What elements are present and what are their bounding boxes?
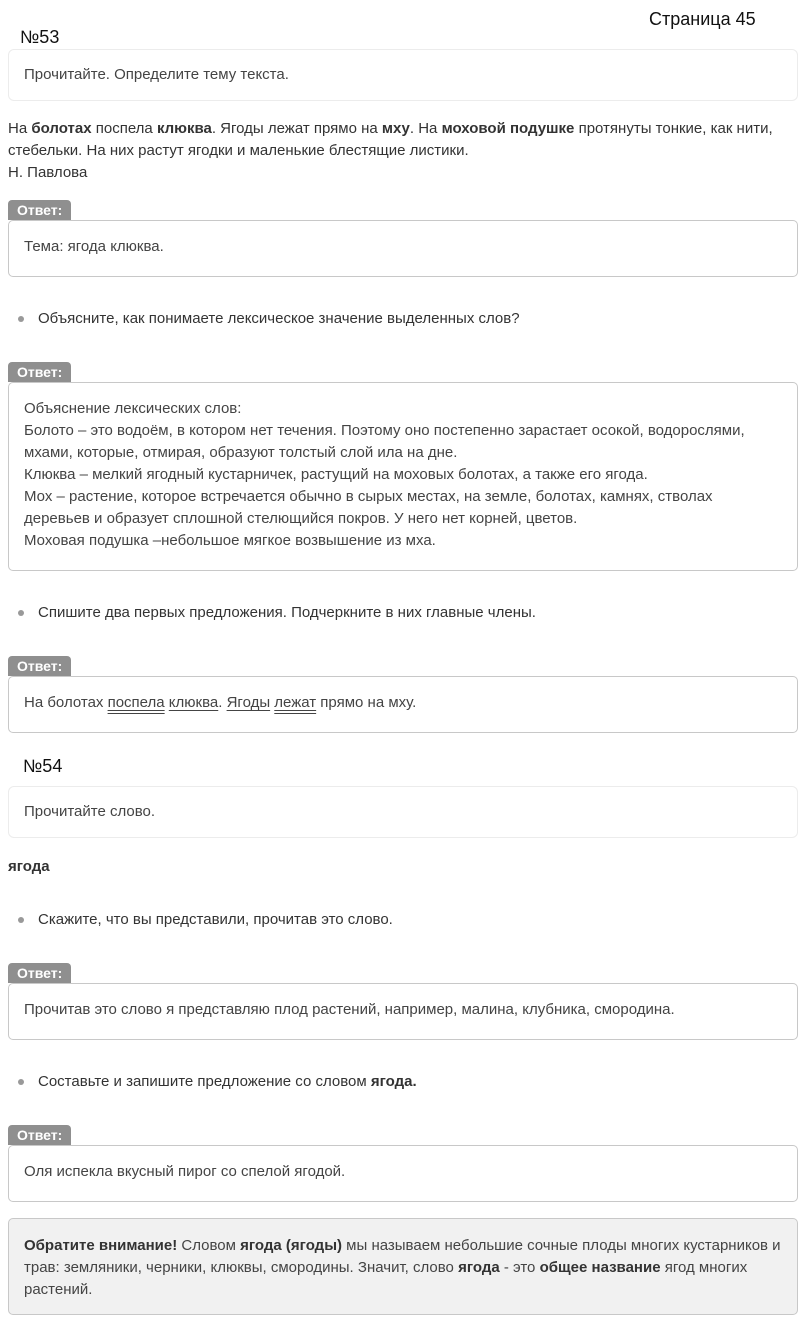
answer-box	[8, 1145, 798, 1202]
answer-line: Клюква – мелкий ягодный кустарничек, растущий на моховых болотах, а также его ягода.	[24, 466, 648, 483]
question-text: Объясните, как понимаете лексическое значение выделенных слов?	[38, 310, 520, 327]
text-part: .	[218, 694, 227, 711]
task-54-instruction: Прочитайте слово.	[24, 803, 156, 820]
answer-label: Ответ:	[8, 200, 71, 220]
predicate: лежат	[274, 694, 317, 711]
answer-line: Болото – это водоём, в котором нет течения. Поэтому оно постепенно зарастает осокой, водорослями, мхами, которые, отмирая, образуют толстый слой ила на дне.	[24, 422, 745, 461]
question-bold-word: ягода.	[370, 1073, 417, 1090]
subject: клюква	[168, 694, 219, 711]
note-text: Словом	[177, 1237, 241, 1254]
note-bold: ягода (ягоды)	[240, 1237, 343, 1254]
answer-label: Ответ:	[8, 656, 71, 676]
text-part: протянуты тонкие, как нити, стебельки. На них растут ягодки и маленькие блестящие листики.	[8, 120, 773, 159]
task-53-instruction-box	[8, 49, 798, 101]
task-54-number: №54	[23, 756, 63, 776]
word-yagoda: ягода	[8, 858, 50, 875]
answer-line: Моховая подушка –небольшое мягкое возвышение из мха.	[24, 532, 436, 549]
predicate: поспела	[107, 694, 165, 711]
question-bullet	[18, 308, 788, 330]
note-bold: Обратите внимание!	[24, 1237, 178, 1254]
note-text: - это	[499, 1259, 540, 1276]
answer-box	[8, 220, 798, 277]
highlight-word-podushka: моховой подушке	[441, 120, 575, 137]
text-author: Н. Павлова	[8, 164, 88, 181]
note-text: ягод многих растений.	[24, 1259, 748, 1298]
attention-note	[8, 1218, 798, 1315]
task-54-instruction-box	[8, 786, 798, 838]
answer-label: Ответ:	[8, 362, 71, 382]
answer-text: Прочитав это слово я представляю плод растений, например, малина, клубника, смородина.	[24, 1001, 675, 1018]
question-text: Спишите два первых предложения. Подчеркните в них главные члены.	[38, 604, 536, 621]
answer-line: Мох – растение, которое встречается обычно в сырых местах, на земле, болотах, камнях, стволах деревьев и образует сплошной стелющийся покров. У него нет корней, цветов.	[24, 488, 713, 527]
answer-box	[8, 983, 798, 1040]
answer-box	[8, 676, 798, 733]
highlight-word-mokh: мху	[381, 120, 410, 137]
text-part: прямо на мху.	[316, 694, 417, 711]
text-part: . Ягоды лежат прямо на	[211, 120, 382, 137]
question-bullet	[18, 602, 788, 624]
highlight-word-boloto: болотах	[31, 120, 92, 137]
question-bullet	[18, 909, 788, 931]
question-text: Скажите, что вы представили, прочитав это слово.	[38, 911, 393, 928]
answer-label: Ответ:	[8, 963, 71, 983]
answer-text: Тема: ягода клюква.	[24, 238, 164, 255]
subject: Ягоды	[226, 694, 271, 711]
answer-text: Оля испекла вкусный пирог со спелой ягодой.	[24, 1163, 346, 1180]
task-53-text	[8, 118, 798, 184]
task-54-word	[8, 856, 798, 878]
question-text: Составьте и запишите предложение со словом	[38, 1073, 371, 1090]
text-part: На болотах	[24, 694, 108, 711]
text-part: На	[8, 120, 32, 137]
note-text: мы называем небольшие сочные плоды многих кустарников и трав: земляники, черники, клюквы, смородины. Значит, слово	[24, 1237, 781, 1276]
text-part: . На	[409, 120, 442, 137]
note-bold: ягода	[458, 1259, 500, 1276]
task-53-number: №53	[20, 27, 60, 47]
question-bullet	[18, 1071, 788, 1093]
answer-line: Объяснение лексических слов:	[24, 400, 242, 417]
answer-box	[8, 382, 798, 571]
answer-text	[24, 692, 782, 714]
page-number: Страница 45	[649, 9, 756, 29]
highlight-word-klyukva: клюква	[156, 120, 212, 137]
task-53-instruction: Прочитайте. Определите тему текста.	[24, 66, 289, 83]
answer-label: Ответ:	[8, 1125, 71, 1145]
note-bold: общее название	[539, 1259, 661, 1276]
text-part: поспела	[91, 120, 157, 137]
